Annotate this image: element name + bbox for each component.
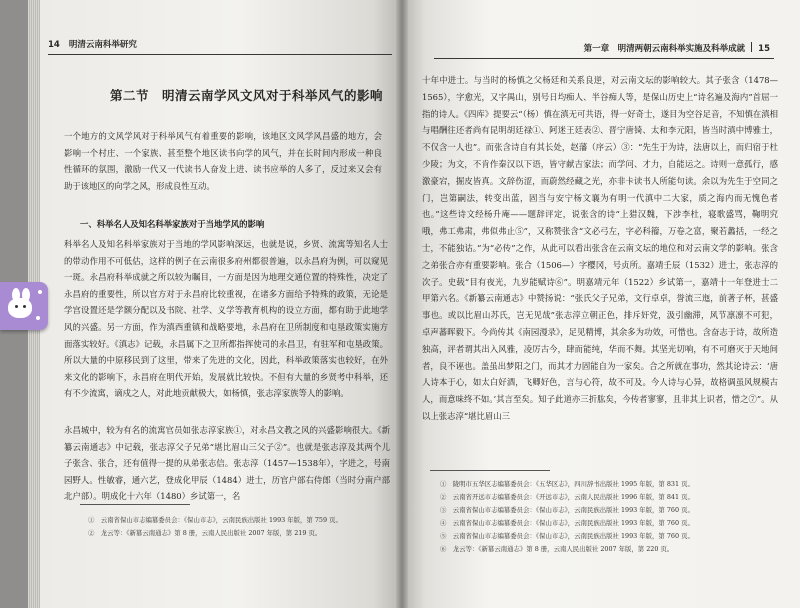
footnotes: [440, 478, 694, 556]
right-page-number: 15: [758, 44, 770, 54]
right-page: [402, 0, 800, 608]
left-page-number: 14: [48, 40, 60, 50]
footnote: ① 云南省保山市志编纂委员会：《保山市志》，云南民族出版社 1993 年版，第 759 页。: [88, 516, 342, 524]
eye-icon: [23, 305, 26, 308]
footnote: ④ 云南省保山市志编纂委员会：《保山市志》，云南民族出版社 1993 年版，第 760 页。: [440, 519, 694, 527]
left-page: [40, 0, 402, 608]
body-paragraph: 科举名人及知名科举家族对于当地的学风影响深远，也就是说，乡贤、流寓等知名人士的带动作用不可低估，这样的例子在云南很多府州都很普遍，以永昌府为例，可以窥见一斑。永昌府科举成就之所以较为瞩目，一方面是因为地理交通位置的特殊性，决定了永昌府的重要性，所以官方对于永昌府比较重视，在诸多方面给予特殊的政策，无论是学宫设置还是学额分配以及书院、社学、义学等教育机构的设立方面，都有助于此地学风的兴盛。另一方面，作为滇西重镇和战略要地，永昌府在卫所制度和屯垦政策实施方面落实较好。《滇志》记载，永昌属下之卫所都指挥使司的永昌卫，有驻军和屯垦政策。所以大量的中原移民到了这里，带来了先进的文化，因此，科举政策落实也较好，在外来文化的影响下，永昌府在明代开始，发展就比较快。不但有大量的乡贤考中科举，还有不少流寓，谪戍之人，对此地贡献极大，如杨慎，张志淳家族等人的影响。: [64, 239, 388, 399]
header-rule: [48, 54, 392, 55]
footnote-rule: [80, 504, 190, 505]
bunny-bookmark-clip: [0, 282, 48, 330]
left-running-title: 明清云南科举研究: [68, 40, 137, 50]
footnote: ⑤ 云南省保山市志编纂委员会：《保山市志》，云南民族出版社 1993 年版，第 760 页。: [440, 532, 694, 540]
dot-decoration: [38, 290, 42, 294]
left-running-header: [48, 38, 137, 50]
eye-icon: [15, 305, 18, 308]
footnote: ③ 云南省保山市志编纂委员会：《保山市志》，云南民族出版社 1993 年版，第 760 页。: [440, 506, 694, 514]
footnote: ② 云南省开远市志编纂委员会：《开远市志》，云南人民出版社 1996 年版，第 841 页。: [440, 493, 694, 501]
intro-paragraph: 一个地方的文风学风对于科举风气有着重要的影响，该地区文风学风昌盛的地方，会影响一个村庄、一个家族、甚至整个地区读书向学的风气，并在长时间内形成一种良性循环的氛围，激励一代又一代读书人奋发上进、读书应举的人多了，反过来又会有助于该地区的向学之风，形成良性互动。: [64, 131, 382, 191]
body-paragraph: 永昌城中，较为有名的流寓官员如张志淳家族①，对永昌文教之风的兴盛影响很大。《新纂云南通志》中记载，张志淳父子兄弟“堪比眉山三父子②”。也就是张志淳及其两个儿子张含、张合，还有值得一提的从弟张志信。张志淳（1457—1538年），字进之，号南园野人。性敏睿，通六艺，登成化甲辰（1484）进士，历官户部右侍郎（当时分南户部北户部）。明成化十六年（1480）乡试第一，名: [64, 425, 390, 502]
right-running-title: 第一章 明清两朝云南科举实施及科举成就: [583, 44, 746, 54]
book-gutter: [396, 0, 408, 608]
right-running-header: [584, 42, 770, 54]
footnote-rule: [430, 470, 550, 471]
footnote: ① 陇明市五华区志编纂委员会：《五华区志》，四川辞书出版社 1995 年版，第 831 页。: [440, 480, 694, 488]
subheading: 一、科举名人及知名科举家族对于当地学风的影响: [80, 219, 265, 229]
bunny-face-icon: [8, 298, 32, 318]
footnote: ⑥ 龙云等：《新纂云南通志》第 8 册，云南人民出版社 2007 年版，第 220 页。: [440, 545, 674, 553]
section-title: 第二节 明清云南学风文风对于科举风气的影响: [110, 88, 384, 103]
footnote: ② 龙云等：《新纂云南通志》第 8 册，云南人民出版社 2007 年版，第 219 页。: [88, 529, 322, 537]
footnotes: [88, 514, 342, 540]
dot-decoration: [36, 316, 40, 320]
header-rule: [434, 58, 774, 59]
body-paragraph: 十年中进士。与当时的杨慎之父杨廷和关系良逆，对云南文坛的影响较大。其子张含（1478—1565），字愈光，又字禺山，别号日均痴人、半谷痴人等，是保山历史上“诗名遍及海内”首屈一指的诗人。《四库》提要云“（杨）慎在滇无可共语，得一好奇士，遂目为空谷足音，不知慎在滇相与唱酬往还者尚有昆明胡廷禄①、阿迷王廷表②、晋宁唐锜、太和李元阳，皆当时滇中博雅士，不仅含一人也”。而张含诗自有其长处，赵藩（序云）③：“先生于为诗，法唐以上，而归宿于杜少陵；为文，不肯作秦汉以下语，皆守献吉家法；而学问、才力，自能运之。诗则一意孤行，感激豪宕，掘皮皆真。文辞伤涩，而蔚然经藏之光，亦非卡读书人所能句读。余以为先生于空同之门，岂第嗣法，转变出蓝，固当与安宁杨文襄为有明一代滇中二大家，质之海内而无愧色者也。”这些诗文经杨升庵——题辞评定，说张含的诗“上猎汉魏，下涉李杜，寝歌盛骂，鞠明究哦，弗工弗肃，弗似弗止⑤”，又称赞张含“文必弓左，字必科籀，万卷之富，聚若蠡括，一经之士，不能独诂。”为“必传”之作，从此可以看出张含在云南文坛的地位和对云南文学的影响。张含之弟张合亦有重要影响。张合（1506—）字樱冈，号贞所。嘉靖壬辰（1532）进士，张志淳的次子。史载“目有夜光，九岁能赋诗⑥”。明嘉靖元年（1522）乡试第一，嘉靖十一年登进士二甲第六名。《新纂云南通志》中赞扬说：“张氏父子兄弟，文行卓卓，誉流三迤，前著子杯，甚盛事也。或以比眉山苏氏，岂无见哉”张志淳立朝正色，排斥奸党，汲引幽滞，风节凛凛不可犯，卓声蕃晖毅下。今尚传其《南园漫录》，足见精博，其余多为功效，可惜也。含奋志于诗，故所造独高，评者谓其出入风雅，凌厉古今，肆而能纯，华而不舞。其坚光切响，有不可磨灭于天地间者，良不诬也。盖虽出梦阳之门，而其才力固能自为一家矣。合之所就在事功，然其论诗云：‘唐人诗本于心，如太白好酒，飞卿好色，言与心符，故不可及。今人诗与心异，故格调虽风规模古人，而意味终不如。’其言至矣。知子此道亦三折肱矣，今传者寥寥，且非其上识者，惜之⑦”。从以上张志淳“堪比眉山三: [422, 75, 779, 421]
header-separator: [751, 42, 752, 52]
